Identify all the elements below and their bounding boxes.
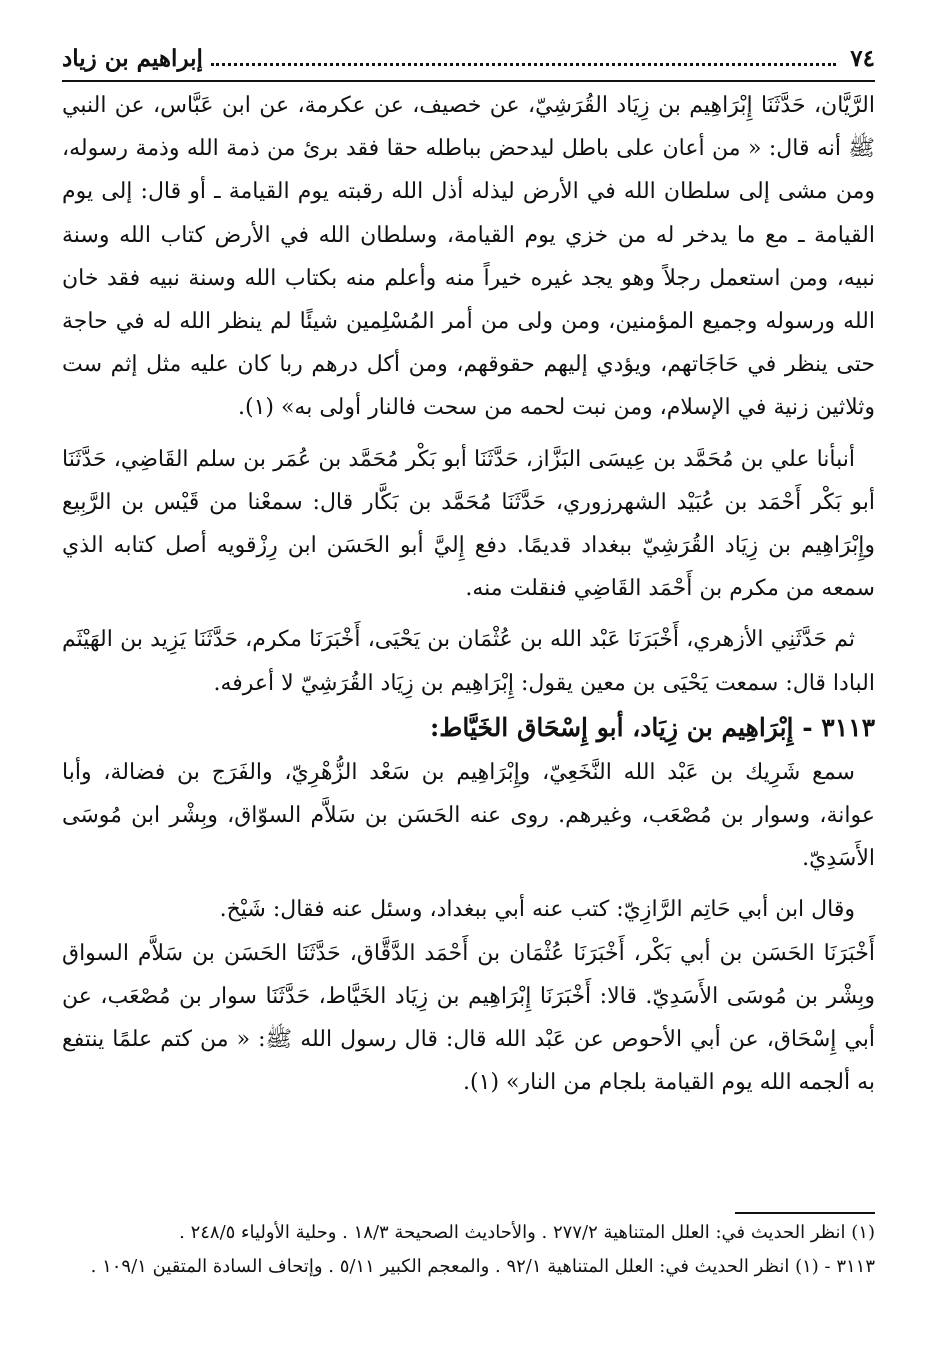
paragraph-hadith-2: أَخْبَرَنَا الحَسَن بن أبي بَكْر، أَخْبَرَنَا عُثْمَان بن أَحْمَد الدَّقَّاق، حَدَّثَنَا الحَسَن بن سَلاَّم السواق وبِشْر بن مُوسَى الأَسَدِيّ. قالا: أَخْبَرَنَا إِبْرَاهِيم بن زِيَاد الخَيَّاط، حَدَّثَنَا سوار بن مُصْعَب، عن أبي إِسْحَاق، عن أبي الأحوص عن عَبْد الله قال: قال رسول الله ﷺ: « من كتم علمًا ينتفع به ألجمه الله يوم القيامة بلجام من النار» (١). <box>62 940 875 1096</box>
paragraph-biography: سمع شَرِيك بن عَبْد الله النَّخَعِيّ، وإِبْرَاهِيم بن سَعْد الزُّهْرِيّ، والفَرَج بن فضالة، وأبا عوانة، وسوار بن مُصْعَب، وغيرهم. روى عنه الحَسَن بن سَلاَّم السوّاق، وبِشْر ابن مُوسَى الأَسَدِيّ. <box>62 759 875 872</box>
paragraph-hadith: الرَّيَّان، حَدَّثَنَا إِبْرَاهِيم بن زِيَاد القُرَشِيّ، عن خصيف، عن عكرمة، عن ابن عَبَّاس، عن النبي ﷺ أنه قال: « من أعان على باطل ليدحض بباطله حقا فقد برئ من ذمة الله وذمة رسوله، ومن مشى إلى سلطان الله في الأرض ليذله أذل الله رقبته يوم القيامة ـ أو قال: إلى يوم القيامة ـ مع ما يدخر له من خزي يوم القيامة، وسلطان الله في الأرض كتاب الله وسنة نبيه، ومن استعمل رجلاً وهو يجد غيره خيراً منه وأعلم منه بكتاب الله وسنة نبيه فقد خان الله ورسوله وجميع المؤمنين، ومن ولى من أمر المُسْلِمين شيئًا لم ينظر الله له في حاجة حتى ينظر في حَاجَاتهم، ويؤدي إليهم حقوقهم، ومن أكل درهم ربا كان عليه مثل إثم ست وثلاثين زنية في الإسلام، ومن نبت لحمه من سحت فالنار أولى به» (١). <box>62 93 875 421</box>
paragraph-evaluation: وقال ابن أبي حَاتِم الرَّازِيّ: كتب عنه أبي ببغداد، وسئل عنه فقال: شَيْخ. <box>219 897 855 923</box>
paragraph-isnad-2: ثم حَدَّثَنِي الأزهري، أَخْبَرَنَا عَبْد الله بن عُثْمَان بن يَحْيَى، أَخْبَرَنَا مكرم، حَدَّثَنَا يَزِيد بن الهَيْثَم البادا قال: سمعت يَحْيَى بن معين يقول: إِبْرَاهِيم بن زِيَاد القُرَشِيّ لا أعرفه. <box>62 627 875 696</box>
footnotes <box>62 1217 875 1285</box>
header-dot-leader <box>211 51 836 66</box>
footnote-1: (١) انظر الحديث في: العلل المتناهية ٢٧٧/٢ . والأحاديث الصحيحة ١٨/٣ . وحلية الأولياء ٢٤٨/٥ . <box>179 1222 875 1243</box>
running-title: إبراهيم بن زياد <box>62 44 203 72</box>
footnote-2: ٣١١٣ - (١) انظر الحديث في: العلل المتناهية ٩٢/١ . والمعجم الكبير ٥/١١ . وإتحاف السادة المتقين ١٠٩/١ . <box>90 1256 875 1277</box>
main-text <box>62 84 875 1104</box>
page-number: ٧٤ <box>850 44 875 72</box>
paragraph-isnad-1: أنبأنا علي بن مُحَمَّد بن عِيسَى البَزَّاز، حَدَّثَنَا أبو بَكْر مُحَمَّد بن عُمَر بن سلم القَاضِي، حَدَّثَنَا أبو بَكْر أَحْمَد بن عُبَيْد الشهرزوري، حَدَّثَنَا مُحَمَّد بن بَكَّار قال: سمعْنا من قَيْس بن الرَّبِيع وإِبْرَاهِيم بن زِيَاد القُرَشِيّ ببغداد قديمًا. دفع إِليَّ أبو الحَسَن ابن رِزْقويه أصل كتابه الذي سمعه من مكرم بن أَحْمَد القَاضِي فنقلت منه. <box>62 446 875 602</box>
entry-heading: ٣١١٣ - إِبْرَاهِيم بن زِيَاد، أبو إِسْحَاق الخَيَّاط: <box>430 712 875 742</box>
footnote-separator <box>735 1212 875 1214</box>
page-header <box>62 36 875 82</box>
